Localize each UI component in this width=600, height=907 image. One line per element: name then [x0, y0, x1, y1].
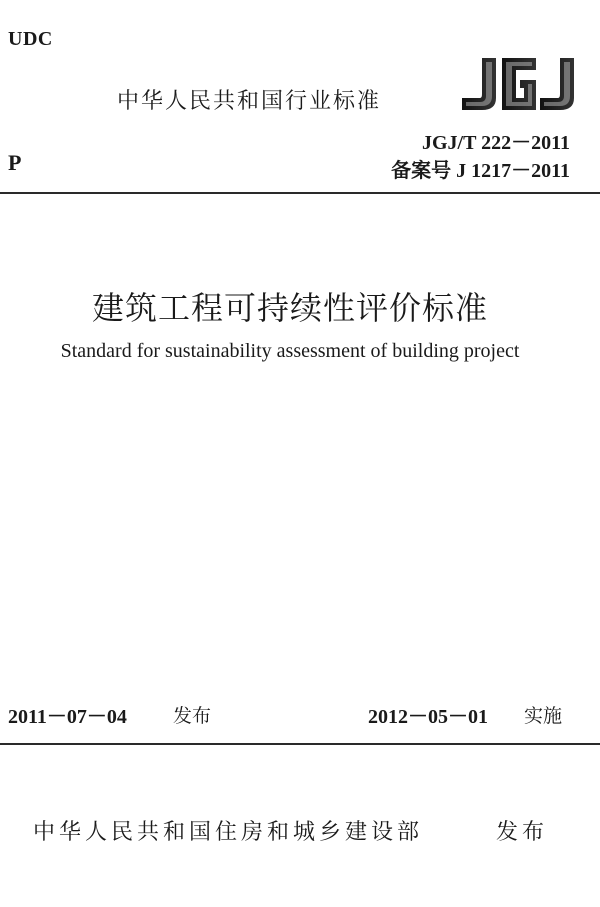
issue-label: 发布 [173, 705, 212, 727]
document-title-chinese: 建筑工程可持续性评价标准 [91, 290, 488, 326]
industry-standard-heading: 中华人民共和国行业标准 [117, 89, 382, 114]
implementation-date: 2012－05－01 [368, 706, 488, 728]
classification-code: P [8, 150, 22, 175]
top-divider [0, 192, 600, 194]
issuer-action: 发布 [496, 820, 549, 845]
bottom-divider [0, 743, 600, 745]
record-number: 备案号 J 1217－2011 [391, 160, 570, 182]
udc-label: UDC [8, 28, 53, 50]
standard-number: JGJ/T 222－2011 [422, 132, 570, 154]
implementation-label: 实施 [524, 705, 563, 727]
issue-date: 2011－07－04 [8, 706, 127, 728]
jgj-logo [456, 54, 576, 114]
document-title-english: Standard for sustainability assessment of building project [60, 340, 520, 362]
issuer-name: 中华人民共和国住房和城乡建设部 [33, 820, 424, 845]
